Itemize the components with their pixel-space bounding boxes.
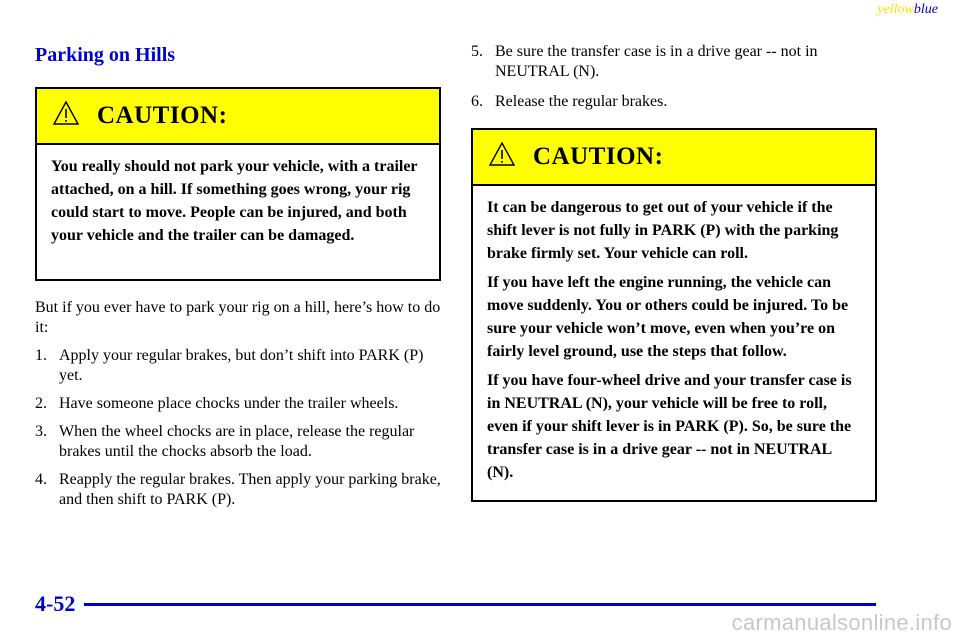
caution-paragraph: If you have four-wheel drive and your transfer case is in NEUTRAL (N), your vehicle will be free to roll, even if your shift lever is in PARK (P). So, be sure the transfer case is in a drive gear -- not in NEUTRAL (N).: [487, 372, 852, 481]
list-item: [35, 470, 441, 510]
step-number: 3.: [35, 423, 47, 440]
step-text: Be sure the transfer case is in a drive gear -- not in NEUTRAL (N).: [495, 43, 818, 80]
list-item: [471, 42, 877, 82]
caution-body-right: [473, 186, 875, 496]
list-item: [35, 394, 441, 414]
step-number: 6.: [471, 93, 483, 110]
warning-triangle-icon: [53, 101, 79, 125]
warning-triangle-icon: [489, 142, 515, 166]
page-number: 4-52: [35, 591, 76, 616]
step-number: 1.: [35, 347, 47, 364]
caution-body-left: [37, 145, 439, 259]
color-tag: [877, 2, 938, 18]
step-text: When the wheel chocks are in place, release the regular brakes until the chocks absorb the load.: [59, 423, 415, 460]
caution-box-right: [471, 128, 877, 502]
step-text: Reapply the regular brakes. Then apply your parking brake, and then shift to PARK (P).: [59, 471, 441, 508]
caution-paragraph: If you have left the engine running, the vehicle can move suddenly. You or others could be injured. To be sure your vehicle won’t move, even when you’re on fairly level ground, use the steps that follow.: [487, 274, 849, 360]
step-number: 4.: [35, 471, 47, 488]
color-tag-yellow: yellow: [877, 2, 914, 17]
caution-header-left: [37, 89, 439, 145]
section-title: Parking on Hills: [35, 44, 176, 66]
caution-box-left: [35, 87, 441, 281]
caution-label: CAUTION:: [533, 143, 664, 170]
left-column: [35, 40, 441, 510]
color-tag-blue: blue: [913, 2, 938, 17]
caution-label: CAUTION:: [97, 102, 228, 129]
caution-paragraph: You really should not park your vehicle, with a trailer attached, on a hill. If something goes wrong, your rig could start to move. People can be injured, and both your vehicle and the trailer can be damaged.: [51, 158, 418, 244]
step-text: Apply your regular brakes, but don’t shift into PARK (P) yet.: [59, 347, 424, 384]
list-item: [471, 92, 877, 112]
intro-text: [35, 298, 441, 338]
caution-paragraph: It can be dangerous to get out of your vehicle if the shift lever is not fully in PARK (P) with the parking brake firmly set. Your vehicle can roll.: [487, 199, 839, 262]
right-column: [471, 40, 877, 502]
list-item: [35, 422, 441, 462]
list-item: [35, 346, 441, 386]
step-number: 2.: [35, 395, 47, 412]
step-number: 5.: [471, 43, 483, 60]
watermark: carmanualsonline.info: [731, 610, 952, 635]
step-text: Have someone place chocks under the trailer wheels.: [59, 395, 399, 412]
step-text: Release the regular brakes.: [495, 93, 668, 110]
caution-header-right: [473, 130, 875, 186]
intro-paragraph: But if you ever have to park your rig on a hill, here’s how to do it:: [35, 299, 441, 336]
footer-rule: [84, 603, 876, 606]
